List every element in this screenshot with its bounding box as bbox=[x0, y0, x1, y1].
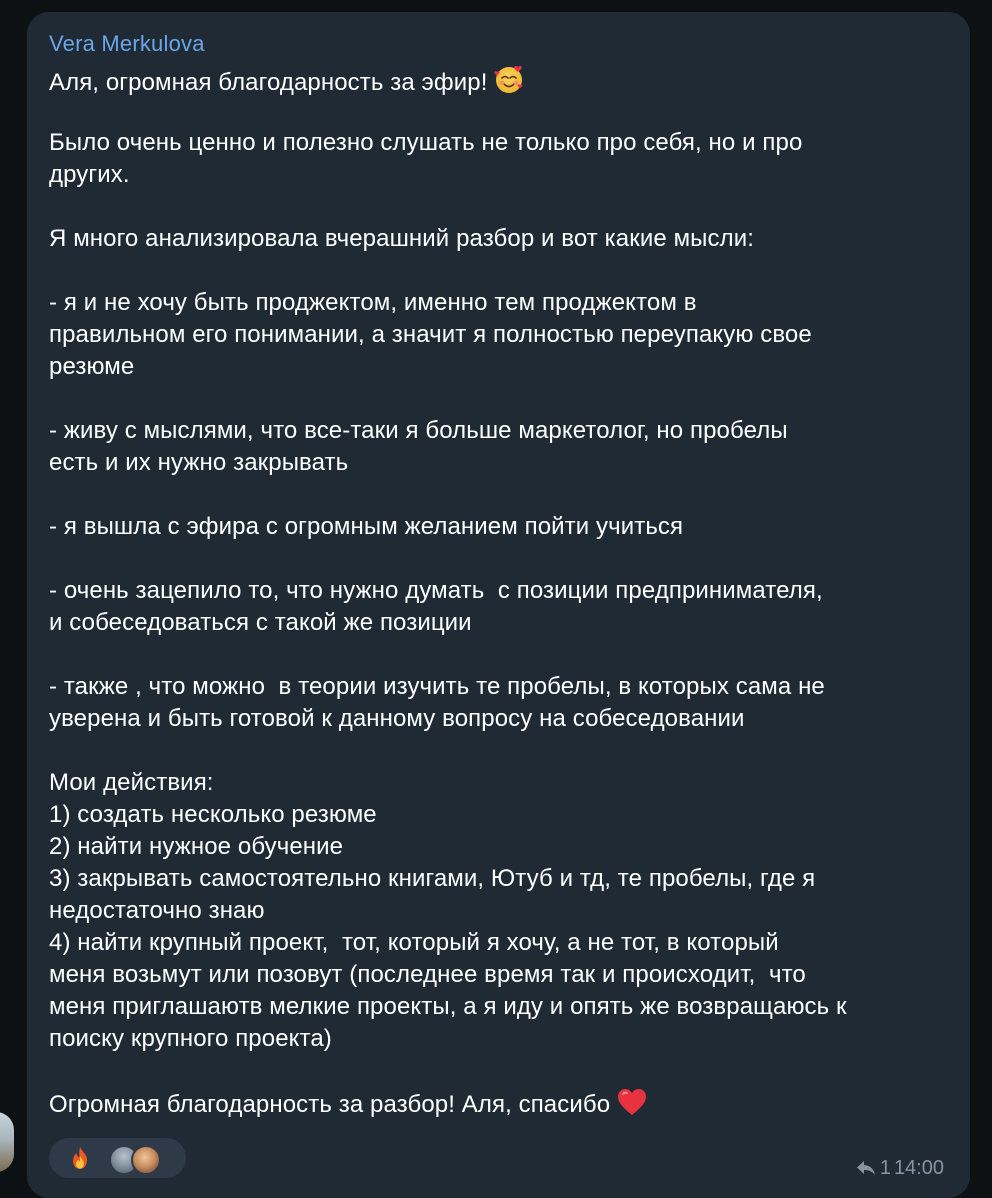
message-line: Я много анализировала вчерашний разбор и вот какие мысли: bbox=[49, 225, 754, 252]
message-line: резюме bbox=[49, 353, 135, 380]
message-line: Было очень ценно и полезно слушать не только про себя, но и про bbox=[49, 129, 803, 156]
message-line: правильном его понимании, а значит я полностью переупакую свое bbox=[49, 321, 812, 348]
smiling-face-with-hearts-icon bbox=[493, 63, 525, 104]
message-line: - также , что можно в теории изучить те пробелы, в которых сама не bbox=[49, 673, 825, 700]
message-line: поиску крупного проекта) bbox=[49, 1025, 332, 1052]
author-name[interactable]: Vera Merkulova bbox=[49, 31, 205, 56]
message-time: 14:00 bbox=[893, 1157, 944, 1179]
message-footer bbox=[27, 1132, 970, 1192]
message-line: - я и не хочу быть проджектом, именно тем проджектом в bbox=[49, 289, 697, 316]
fire-icon bbox=[69, 1146, 91, 1170]
message-line: - очень зацепило то, что нужно думать с позиции предпринимателя, bbox=[49, 577, 823, 604]
reactor-avatar[interactable] bbox=[131, 1145, 161, 1175]
message-line: 1) создать несколько резюме bbox=[49, 801, 377, 828]
message-line: Аля, огромная благодарность за эфир! bbox=[49, 63, 948, 95]
message-text bbox=[49, 63, 948, 1119]
message-line: 2) найти нужное обучение bbox=[49, 833, 344, 860]
red-heart-icon bbox=[616, 1087, 648, 1126]
message-line bbox=[49, 639, 948, 671]
message-line: - живу с мыслями, что все-таки я больше маркетолог, но пробелы bbox=[49, 417, 788, 444]
message-line: меня возьмут или позовут (последнее время так и происходит, что bbox=[49, 961, 806, 988]
reactions-bar[interactable] bbox=[49, 1138, 186, 1178]
message-line: - я вышла с эфира с огромным желанием пойти учиться bbox=[49, 513, 684, 540]
message-line bbox=[49, 479, 948, 511]
message-line: меня приглашаютв мелкие проекты, а я иду и опять же возвращаюсь к bbox=[49, 993, 847, 1020]
message-meta bbox=[855, 1156, 944, 1180]
message-line: Огромная благодарность за разбор! Аля, спасибо bbox=[49, 1087, 948, 1119]
message-line bbox=[49, 191, 948, 223]
sender-avatar[interactable] bbox=[0, 1112, 14, 1172]
message-line: 4) найти крупный проект, тот, который я хочу, а не тот, в который bbox=[49, 929, 779, 956]
message-line bbox=[49, 735, 948, 767]
message-bubble[interactable] bbox=[27, 12, 970, 1198]
message-line: Мои действия: bbox=[49, 769, 214, 796]
message-line bbox=[49, 383, 948, 415]
message-line: есть и их нужно закрывать bbox=[49, 449, 349, 476]
message-line bbox=[49, 1055, 948, 1087]
message-line bbox=[49, 255, 948, 287]
message-line: 3) закрывать самостоятельно книгами, Ютуб и тд, те пробелы, где я bbox=[49, 865, 816, 892]
message-line: и собеседоваться с такой же позиции bbox=[49, 609, 472, 636]
message-line bbox=[49, 543, 948, 575]
reply-icon[interactable] bbox=[855, 1159, 877, 1177]
message-line: других. bbox=[49, 161, 130, 188]
message-line: уверена и быть готовой к данному вопросу на собеседовании bbox=[49, 705, 745, 732]
message-line: недостаточно знаю bbox=[49, 897, 265, 924]
reply-count[interactable]: 1 bbox=[879, 1157, 891, 1179]
